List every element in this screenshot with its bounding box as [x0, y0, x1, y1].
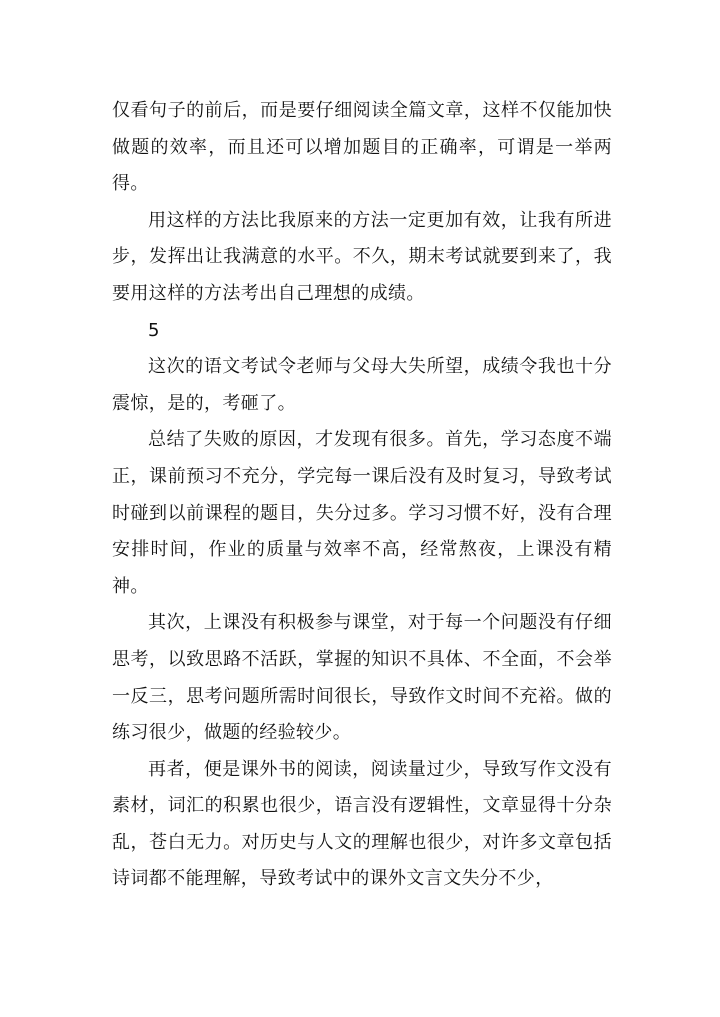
paragraph-exam-result: 这次的语文考试令老师与父母大失所望，成绩令我也十分震惊，是的，考砸了。 — [112, 356, 612, 414]
paragraph-extracurricular-reading: 再者，便是课外书的阅读，阅读量过少，导致写作文没有素材，词汇的积累也很少，语言没有逻辑性，文章显得十分杂乱，苍白无力。对历史与人文的理解也很少，对许多文章包括诗词都不能理解，导致考试中的课外文言文失分不少， — [112, 758, 612, 890]
paragraph-class-participation: 其次，上课没有积极参与课堂，对于每一个问题没有仔细思考，以致思路不活跃，掌握的知识不具体、不全面，不会举一反三，思考问题所需时间很长，导致作文时间不充裕。做的练习很少，做题的经验较少。 — [112, 612, 612, 744]
section-number: 5 — [148, 319, 160, 341]
paragraph-method-conclusion: 用这样的方法比我原来的方法一定更加有效，让我有所进步，发挥出让我满意的水平。不久，期末考试就要到来了，我要用这样的方法考出自己理想的成绩。 — [112, 209, 612, 304]
document-body — [112, 93, 612, 898]
paragraph-failure-reasons: 总结了失败的原因，才发现有很多。首先，学习态度不端正，课前预习不充分，学完每一课后没有及时复习，导致考试时碰到以前课程的题目，失分过多。学习习惯不好，没有合理安排时间，作业的质量与效率不高，经常熬夜，上课没有精神。 — [112, 429, 612, 597]
paragraph-continuation: 仅看句子的前后，而是要仔细阅读全篇文章，这样不仅能加快做题的效率，而且还可以增加题目的正确率，可谓是一举两得。 — [112, 100, 612, 195]
